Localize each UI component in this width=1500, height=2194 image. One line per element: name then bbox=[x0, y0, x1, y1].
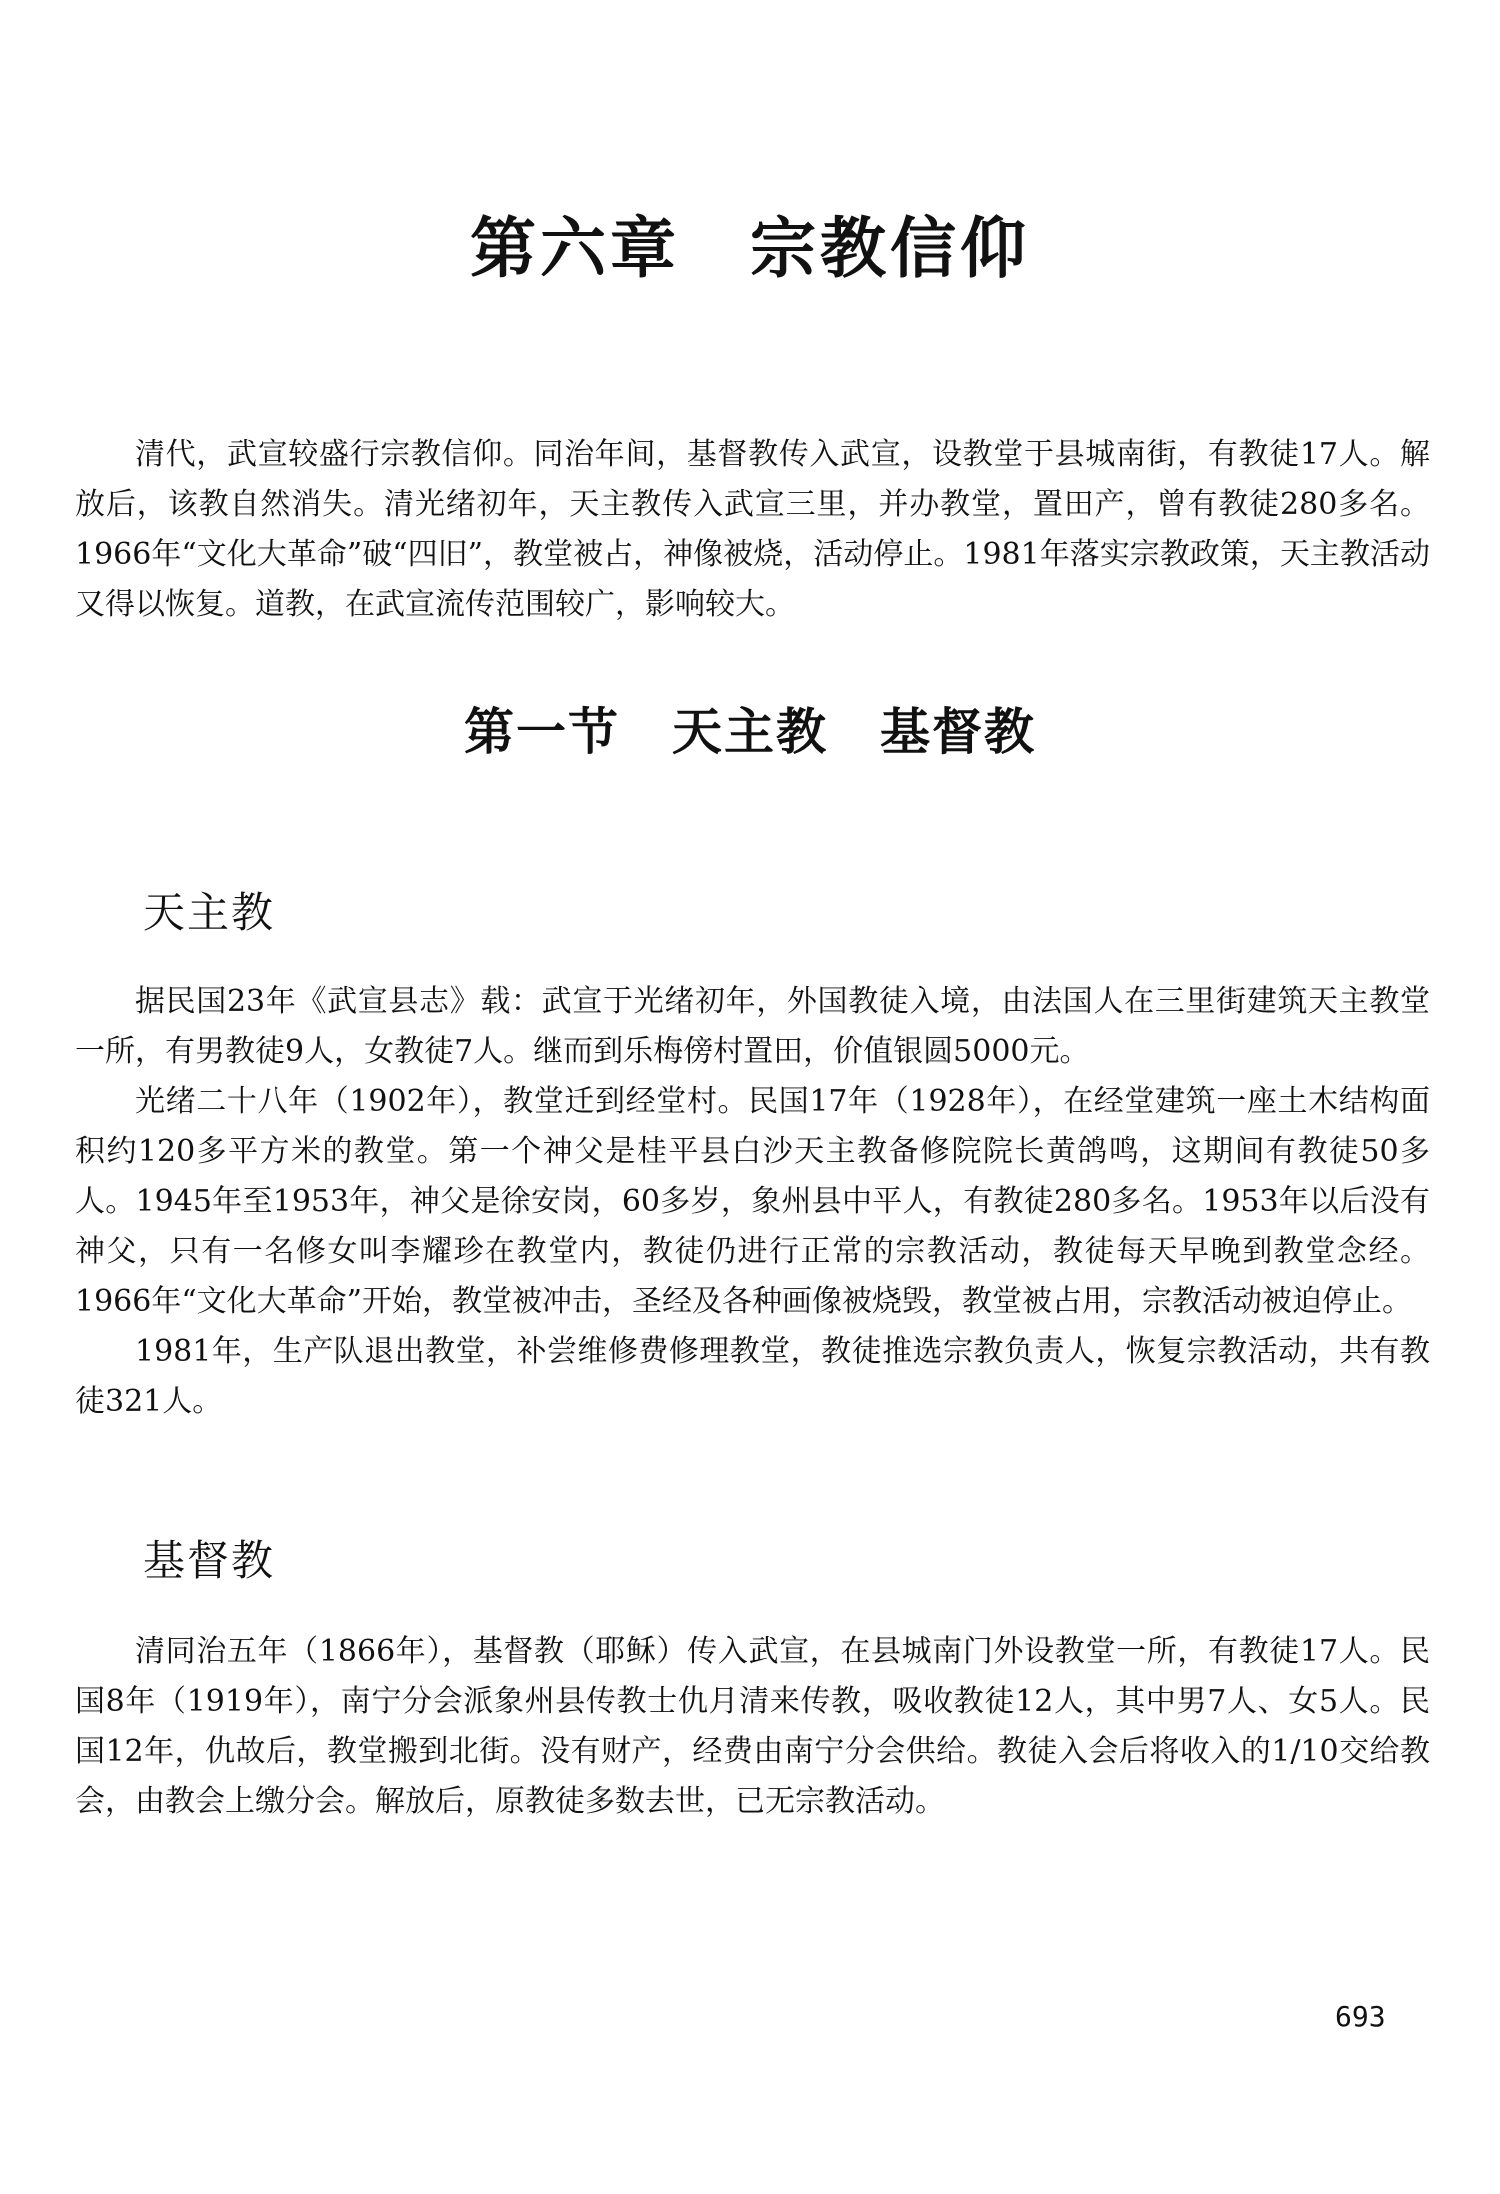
page-number: 693 bbox=[1335, 2000, 1386, 2033]
chapter-title: 第六章 宗教信仰 bbox=[470, 209, 1030, 287]
christian-section bbox=[75, 1627, 1430, 1827]
christian-heading: 基督教 bbox=[143, 1536, 276, 1585]
catholic-heading: 天主教 bbox=[143, 888, 276, 937]
catholic-paragraph: 1981年，生产队退出教堂，补尝维修费修理教堂，教徒推选宗教负责人，恢复宗教活动，共有教徒321人。 bbox=[75, 1334, 1430, 1419]
catholic-section bbox=[75, 977, 1430, 1427]
christian-paragraph: 清同治五年（1866年），基督教（耶稣）传入武宣，在县城南门外设教堂一所，有教徒17人。民国8年（1919年），南宁分会派象州县传教士仇月清来传教，吸收教徒12人，其中男7人、女5人。民国12年，仇故后，教堂搬到北街。没有财产，经费由南宁分会供给。教徒入会后将收入的1/10交给教会，由教会上缴分会。解放后，原教徒多数去世，已无宗教活动。 bbox=[75, 1634, 1430, 1819]
section-title: 第一节 天主教 基督教 bbox=[464, 702, 1036, 761]
intro-block bbox=[75, 430, 1430, 630]
catholic-paragraph: 据民国23年《武宣县志》载：武宣于光绪初年，外国教徒入境，由法国人在三里街建筑天主教堂一所，有男教徒9人，女教徒7人。继而到乐梅傍村置田，价值银圆5000元。 bbox=[75, 984, 1430, 1069]
intro-paragraph: 清代，武宣较盛行宗教信仰。同治年间，基督教传入武宣，设教堂于县城南街，有教徒17人。解放后，该教自然消失。清光绪初年，天主教传入武宣三里，并办教堂，置田产，曾有教徒280多名。1966年“文化大革命”破“四旧”，教堂被占，神像被烧，活动停止。1981年落实宗教政策，天主教活动又得以恢复。道教，在武宣流传范围较广，影响较大。 bbox=[75, 437, 1430, 622]
catholic-paragraph: 光绪二十八年（1902年），教堂迁到经堂村。民国17年（1928年），在经堂建筑一座土木结构面积约120多平方米的教堂。第一个神父是桂平县白沙天主教备修院院长黄鸽鸣，这期间有教徒50多人。1945年至1953年，神父是徐安岗，60多岁，象州县中平人，有教徒280多名。1953年以后没有神父，只有一名修女叫李耀珍在教堂内，教徒仍进行正常的宗教活动，教徒每天早晚到教堂念经。1966年“文化大革命”开始，教堂被冲击，圣经及各种画像被烧毁，教堂被占用，宗教活动被迫停止。 bbox=[75, 1084, 1430, 1319]
